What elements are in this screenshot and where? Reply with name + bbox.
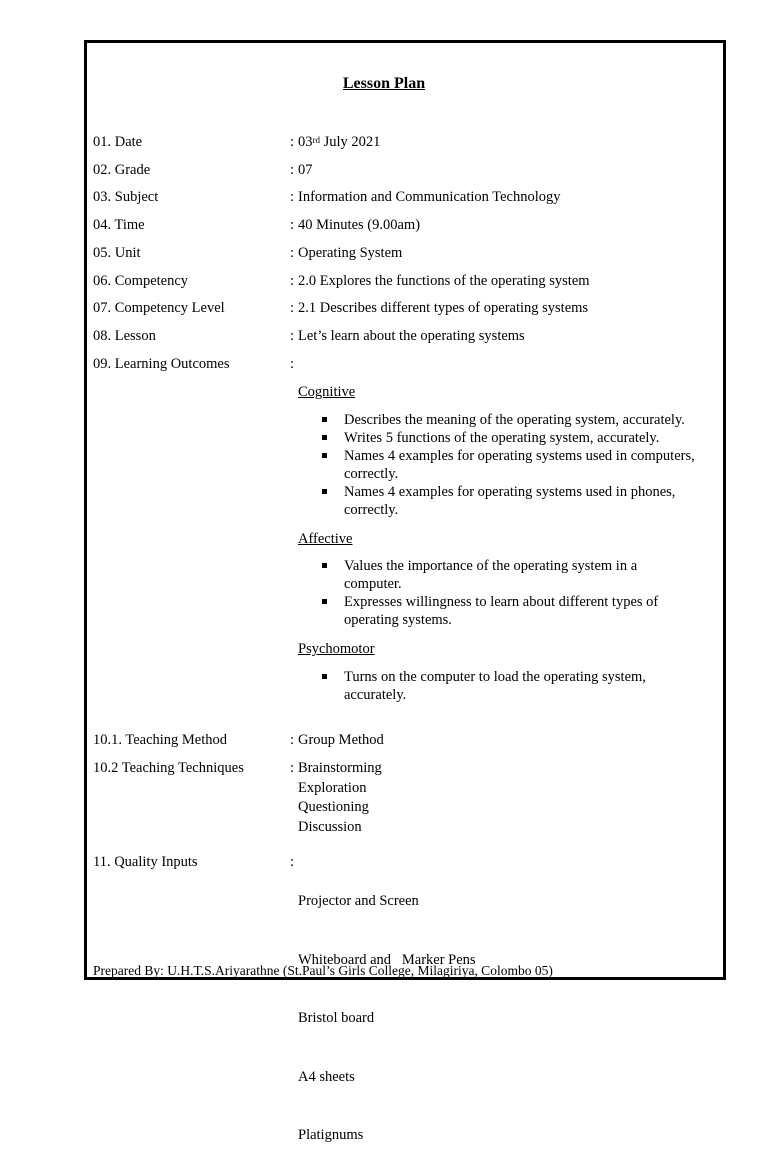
square-bullet-icon bbox=[322, 489, 327, 494]
detail-label: 03. Subject bbox=[93, 189, 159, 205]
prepared-by-footer: Prepared By: U.H.T.S.Ariyarathne (St.Paul’s Girls College, Milagiriya, Colombo 05) bbox=[93, 963, 553, 978]
list-item: Names 4 examples for operating systems used in phones, correctly. bbox=[321, 483, 704, 519]
square-bullet-icon bbox=[322, 674, 327, 679]
detail-colon: : bbox=[290, 732, 295, 748]
quality-inputs-list bbox=[298, 853, 476, 1165]
detail-label: 01. Date bbox=[93, 134, 143, 150]
detail-colon: : bbox=[290, 328, 295, 344]
detail-colon: : bbox=[290, 356, 295, 372]
psychomotor-list bbox=[321, 668, 721, 704]
detail-value: 2.1 Describes different types of operating systems bbox=[298, 300, 589, 316]
teaching-techniques-list bbox=[298, 759, 382, 837]
detail-label: 07. Competency Level bbox=[93, 300, 225, 316]
psychomotor-heading: Psychomotor bbox=[298, 641, 375, 657]
detail-colon: : bbox=[290, 300, 295, 316]
affective-list bbox=[321, 557, 721, 629]
detail-value: Group Method bbox=[298, 732, 384, 748]
list-item: Bristol board bbox=[298, 1010, 375, 1026]
list-item: Names 4 examples for operating systems used in computers, correctly. bbox=[321, 447, 714, 483]
detail-label: 02. Grade bbox=[93, 162, 151, 178]
detail-colon: : bbox=[290, 854, 295, 870]
cognitive-heading: Cognitive bbox=[298, 384, 356, 400]
detail-colon: : bbox=[290, 134, 295, 150]
detail-value: 2.0 Explores the functions of the operating system bbox=[298, 273, 590, 289]
detail-label: 10.2 Teaching Techniques bbox=[93, 760, 244, 776]
square-bullet-icon bbox=[322, 563, 327, 568]
detail-colon: : bbox=[290, 162, 295, 178]
detail-colon: : bbox=[290, 217, 295, 233]
detail-label: 11. Quality Inputs bbox=[93, 854, 198, 870]
detail-colon: : bbox=[290, 189, 295, 205]
detail-value: Let’s learn about the operating systems bbox=[298, 328, 525, 344]
detail-colon: : bbox=[290, 760, 295, 776]
detail-label: 05. Unit bbox=[93, 245, 141, 261]
list-item: Describes the meaning of the operating system, accurately. bbox=[321, 411, 721, 429]
detail-value: 03rd July 2021 bbox=[298, 134, 381, 150]
detail-label: 09. Learning Outcomes bbox=[93, 356, 230, 372]
list-item: Exploration bbox=[298, 779, 367, 796]
detail-colon: : bbox=[290, 245, 295, 261]
list-item: Discussion bbox=[298, 818, 362, 835]
cognitive-list bbox=[321, 411, 721, 519]
list-item: Turns on the computer to load the operating system, accurately. bbox=[321, 668, 694, 704]
detail-label: 04. Time bbox=[93, 217, 145, 233]
list-item: Expresses willingness to learn about different types of operating systems. bbox=[321, 593, 694, 629]
page-title: Lesson Plan bbox=[342, 75, 426, 92]
square-bullet-icon bbox=[322, 417, 327, 422]
list-item: Writes 5 functions of the operating system, accurately. bbox=[321, 429, 721, 447]
list-item: Whiteboard and Marker Pens bbox=[298, 951, 476, 968]
list-item: Platignums bbox=[298, 1127, 364, 1143]
detail-value: 07 bbox=[298, 162, 313, 178]
affective-heading: Affective bbox=[298, 531, 353, 547]
detail-colon: : bbox=[290, 273, 295, 289]
detail-label: 06. Competency bbox=[93, 273, 189, 289]
square-bullet-icon bbox=[322, 599, 327, 604]
detail-value: 40 Minutes (9.00am) bbox=[298, 217, 421, 233]
list-item: Projector and Screen bbox=[298, 893, 419, 909]
detail-label: 08. Lesson bbox=[93, 328, 156, 344]
square-bullet-icon bbox=[322, 453, 327, 458]
square-bullet-icon bbox=[322, 435, 327, 440]
list-item: Questioning bbox=[298, 799, 369, 815]
list-item: Brainstorming bbox=[298, 760, 382, 776]
detail-value: Operating System bbox=[298, 245, 403, 261]
detail-value: Information and Communication Technology bbox=[298, 189, 561, 205]
list-item: A4 sheets bbox=[298, 1068, 355, 1085]
list-item: Values the importance of the operating system in a computer. bbox=[321, 557, 674, 593]
detail-label: 10.1. Teaching Method bbox=[93, 732, 228, 748]
